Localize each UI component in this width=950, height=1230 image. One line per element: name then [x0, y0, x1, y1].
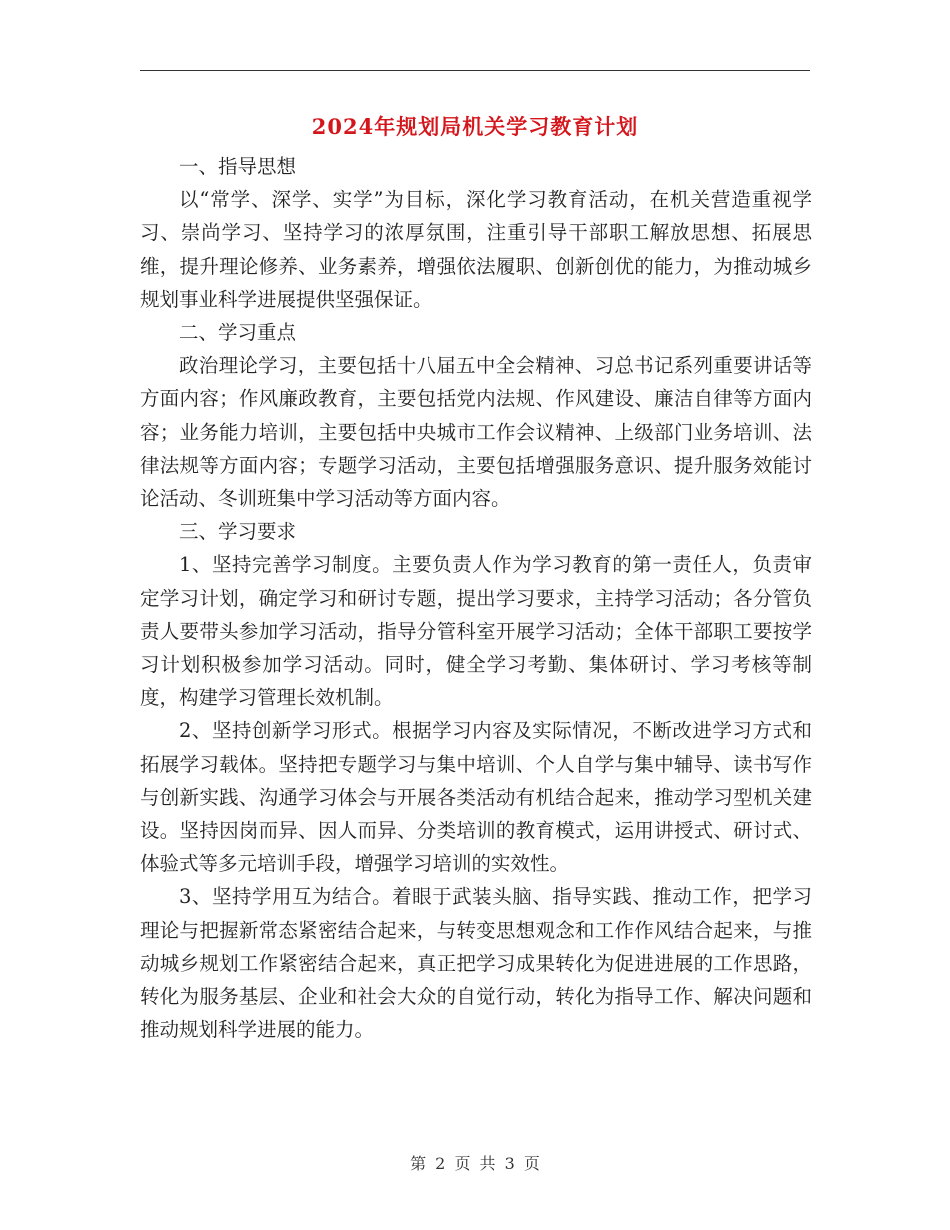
document-title: 2024年规划局机关学习教育计划: [311, 114, 639, 139]
section-heading-guiding-ideology: 一、指导思想: [179, 155, 297, 178]
section-heading-study-requirements: 三、学习要求: [179, 520, 297, 544]
page-number: 第 2 页 共 3 页: [410, 1154, 540, 1173]
header-rule: [140, 70, 810, 71]
paragraph-study-focus: 政治理论学习，主要包括十八届五中全会精神、习总书记系列重要讲话等方面内容；作风廉政教育，主要包括党内法规、作风建设、廉洁自律等方面内容；业务能力培训，主要包括中央城市工作会议精神、上级部门业务培训、法律法规等方面内容；专题学习活动，主要包括增强服务意识、提升服务效能讨论活动、冬训班集中学习活动等方面内容。: [140, 354, 812, 511]
section-heading-study-focus: 二、学习重点: [179, 321, 297, 345]
paragraph-requirement-3: 3、坚持学用互为结合。着眼于武装头脑、指导实践、推动工作，把学习理论与把握新常态紧密结合起来，与转变思想观念和工作作风结合起来，与推动城乡规划工作紧密结合起来，真正把学习成果转化为促进进展的工作思路，转化为服务基层、企业和社会大众的自觉行动，转化为指导工作、解决问题和推动规划科学进展的能力。: [140, 885, 812, 1042]
paragraph-requirement-2: 2、坚持创新学习形式。根据学习内容及实际情况，不断改进学习方式和拓展学习载体。坚持把专题学习与集中培训、个人自学与集中辅导、读书写作与创新实践、沟通学习体会与开展各类活动有机结合起来，推动学习型机关建设。坚持因岗而异、因人而异、分类培训的教育模式，运用讲授式、研讨式、体验式等多元培训手段，增强学习培训的实效性。: [140, 719, 812, 876]
paragraph-guiding-ideology: 以“常学、深学、实学”为目标，深化学习教育活动，在机关营造重视学习、崇尚学习、坚持学习的浓厚氛围，注重引导干部职工解放思想、拓展思维，提升理论修养、业务素养，增强依法履职、创新创优的能力，为推动城乡规划事业科学进展提供坚强保证。: [140, 188, 812, 311]
paragraph-requirement-1: 1、坚持完善学习制度。主要负责人作为学习教育的第一责任人，负责审定学习计划，确定学习和研讨专题，提出学习要求，主持学习活动；各分管负责人要带头参加学习活动，指导分管科室开展学习活动；全体干部职工要按学习计划积极参加学习活动。同时，健全学习考勤、集体研讨、学习考核等制度，构建学习管理长效机制。: [140, 553, 812, 710]
document-body: [140, 150, 812, 1046]
